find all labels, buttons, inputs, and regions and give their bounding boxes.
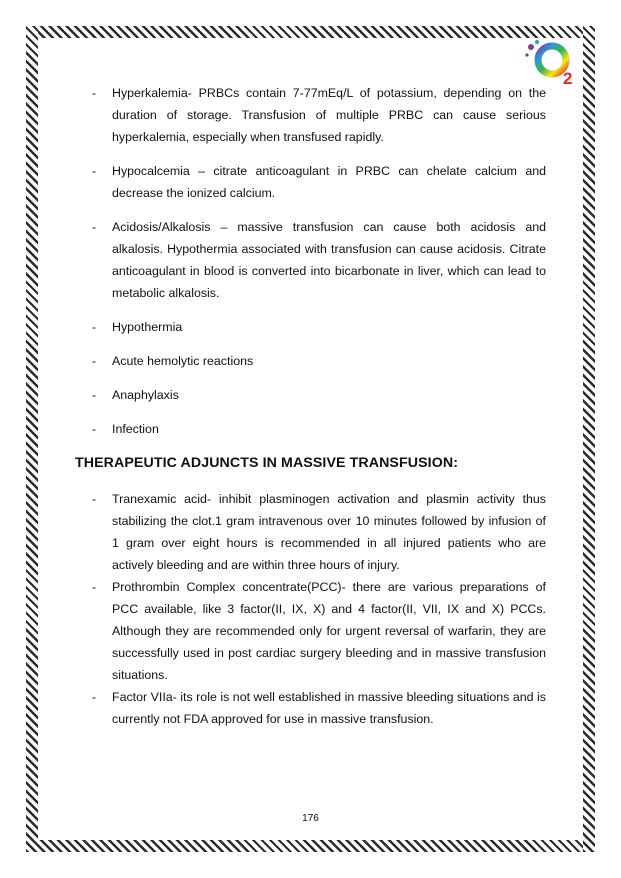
list-item <box>92 216 546 304</box>
list-item <box>92 316 546 338</box>
list-item-text: Factor VIIa- its role is not well established in massive bleeding situations and is currently not FDA approved for use in massive transfusion. <box>112 690 546 726</box>
list-item-text: Tranexamic acid- inhibit plasminogen activation and plasmin activity thus stabilizing the clot.1 gram intravenous over 10 minutes followed by infusion of 1 gram over eight hours is recommended in all injured patients who are actively bleeding and are within three hours of injury. <box>112 492 546 572</box>
page-number: 176 <box>302 813 319 824</box>
list-item-text: Prothrombin Complex concentrate(PCC)- there are various preparations of PCC available, like 3 factor(II, IX, X) and 4 factor(II, VII, IX and X) PCCs. Although they are recommended only for urgent reversal of warfarin, they are successfully used in post cardiac surgery bleeding and in massive transfusion situations. <box>112 580 546 682</box>
list-item <box>92 576 546 686</box>
complications-list <box>92 82 546 452</box>
list-item <box>92 384 546 406</box>
bullet-marker: - <box>92 690 97 704</box>
adjuncts-list <box>92 488 546 730</box>
bullet-marker: - <box>92 320 97 334</box>
list-item <box>92 488 546 576</box>
list-item-text: Hyperkalemia- PRBCs contain 7-77mEq/L of potassium, depending on the duration of storage. Transfusion of multiple PRBC can cause serious hyperkalemia, especially when transfused rapidly. <box>112 86 546 144</box>
list-item-text: Infection <box>112 422 159 436</box>
bullet-marker: - <box>92 354 97 368</box>
list-item-text: Hypothermia <box>112 320 183 334</box>
bullet-marker: - <box>92 164 97 178</box>
list-item <box>92 160 546 204</box>
bullet-marker: - <box>92 220 97 234</box>
list-item <box>92 350 546 372</box>
list-item-text: Anaphylaxis <box>112 388 179 402</box>
list-item <box>92 686 546 730</box>
bullet-marker: - <box>92 86 97 100</box>
section-heading: THERAPEUTIC ADJUNCTS IN MASSIVE TRANSFUSION: <box>75 455 459 471</box>
bullet-marker: - <box>92 422 97 436</box>
bullet-marker: - <box>92 492 97 506</box>
list-item-text: Acidosis/Alkalosis – massive transfusion can cause both acidosis and alkalosis. Hypothermia associated with transfusion can cause acidosis. Citrate anticoagulant in blood is converted into bicarbonate in liver, which can lead to metabolic alkalosis. <box>112 220 546 300</box>
bullet-marker: - <box>92 388 97 402</box>
list-item <box>92 82 546 148</box>
list-item-text: Hypocalcemia – citrate anticoagulant in PRBC can chelate calcium and decrease the ionized calcium. <box>112 164 546 200</box>
list-item-text: Acute hemolytic reactions <box>112 354 254 368</box>
logo-subscript: 2 <box>563 69 573 88</box>
list-item <box>92 418 546 440</box>
bullet-marker: - <box>92 580 97 594</box>
